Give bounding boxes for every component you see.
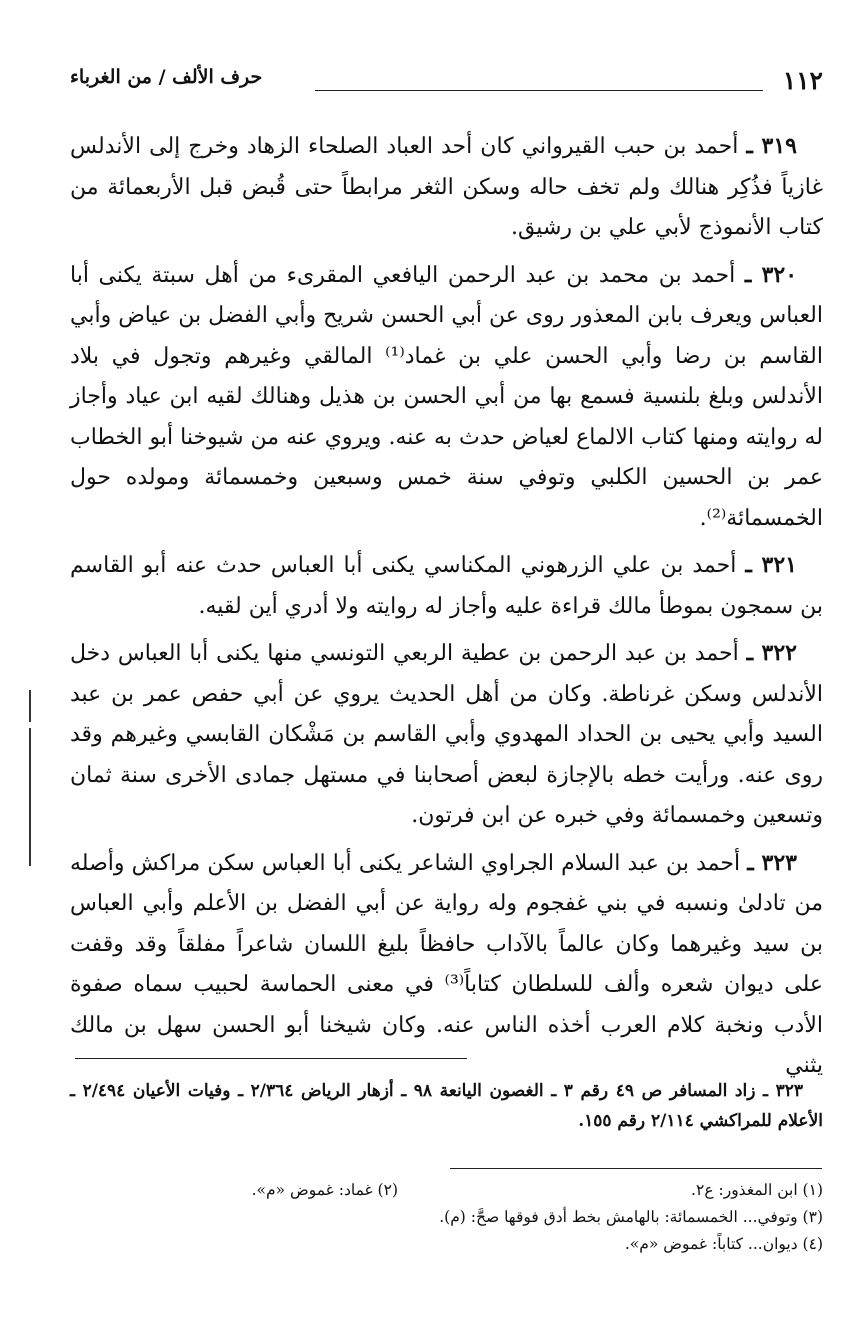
entry-319 (70, 126, 823, 249)
entry-number: ٣٢١ ـ (745, 552, 797, 578)
entry-text: أحمد بن عبد الرحمن بن عطية الربعي التونسي منها يكنى أبا العباس دخل الأندلس وسكن غرناطة. وكان من أهل الحديث يروي عن أبي حفص عمر بن عبد السيد وأبي يحيى بن الحداد المهدوي وأبي القاسم بن مَشْكان القابسي وغيرهم وقد روى عنه. ورأيت خطه بالإجازة لبعض أصحابنا في مستهل جمادى الأخرى سنة ثمان وتسعين وخمسمائة وفي خبره عن ابن فرتون. (70, 641, 823, 828)
footnote-2: (٢) غماد: غموض «م». (251, 1181, 398, 1199)
entry-321 (70, 545, 823, 627)
footnote-row (70, 1204, 823, 1231)
references-block (70, 1076, 823, 1136)
entry-322 (70, 633, 823, 837)
margin-mark (29, 690, 31, 722)
entry-number: ٣١٩ ـ (746, 133, 797, 159)
entry-number: ٣٢٠ ـ (744, 261, 798, 288)
footnotes-separator (450, 1168, 822, 1169)
entry-323 (70, 843, 823, 1087)
entry-320 (70, 255, 823, 540)
footnote-3: (٣) وتوفي... الخمسمائة: بالهامش بخط أدق فوقها صحَّ: (م). (439, 1208, 823, 1226)
margin-mark (29, 728, 31, 866)
main-text (70, 126, 823, 1093)
entry-text: أحمد بن علي الزرهوني المكناسي يكنى أبا العباس حدث عنه أبو القاسم بن سمجون بموطأ مالك قراءة عليه وأجاز له روايته ولا أدري أين لقيه. (70, 553, 823, 619)
footnote-row (70, 1177, 823, 1204)
entry-text: أحمد بن عبد السلام الجراوي الشاعر يكنى أبا العباس سكن مراكش وأصله من تادلىٰ ونسبه في بني غفجوم وله رواية عن أبي الفضل بن الأعلم وأبي العباس بن سيد وغيرهما وكان عالماً بالآداب حافظاً بليغ اللسان شاعراً مفلقاً وقد وقفت على ديوان شعره وألف للسلطان كتاباً⁽³⁾ في معنى الحماسة لحبيب سماه صفوة الأدب ونخبة كلام العرب أخذه الناس عنه. وكان شيخنا أبو الحسن سهل بن مالك يثني (70, 850, 824, 1078)
footnote-4: (٤) ديوان... كتاباً: غموض «م». (624, 1235, 823, 1253)
page-header (70, 58, 823, 98)
entry-text: أحمد بن محمد بن عبد الرحمن اليافعي المقرىء من أهل سبتة يكنى أبا العباس ويعرف بابن المعذور روى عن أبي الحسن شريح وأبي الفضل بن عياض وأبي القاسم بن رضا وأبي الحسن علي بن غماد⁽¹⁾ المالقي وغيرهم وتجول في بلاد الأندلس وبلغ بلنسية فسمع بها من أبي الحسن بن هذيل وهنالك لقيه ابن عياد وأجاز له روايته ومنها كتاب الالماع لعياض حدث به عنه. ويروي عنه من شيوخنا أبو الخطاب عمر بن الحسين الكلبي وتوفي سنة خمس وسبعين وخمسمائة ومولده حول الخمسمائة⁽²⁾. (70, 262, 823, 531)
entry-number: ٣٢٣ ـ (747, 849, 797, 876)
entry-number: ٣٢٢ ـ (746, 640, 797, 666)
footnote-1: (١) ابن المغذور: ع٢. (691, 1181, 823, 1199)
entry-text: أحمد بن حبب القيرواني كان أحد العباد الصلحاء الزهاد وخرج إلى الأندلس غازياً فذُكِر هنالك ولم تخف حاله وسكن الثغر مرابطاً حتى قُبض قبل الأربعمائة من كتاب الأنموذج لأبي علي بن رشيق. (70, 134, 823, 240)
reference-entry: ٣٢٣ ـ زاد المسافر ص ٤٩ رقم ٣ ـ الغصون اليانعة ٩٨ ـ أزهار الرياض ٢/٣٦٤ ـ وفيات الأعيان ٢/٤٩٤ ـ الأعلام للمراكشي ٢/١١٤ رقم ١٥٥. (70, 1081, 823, 1131)
footnote-row (70, 1231, 823, 1258)
page-number: ١١٢ (782, 66, 823, 95)
header-rule (315, 90, 763, 91)
references-separator (75, 1058, 467, 1059)
running-title: حرف الألف / من الغرباء (70, 66, 263, 88)
footnotes-block (70, 1177, 823, 1258)
